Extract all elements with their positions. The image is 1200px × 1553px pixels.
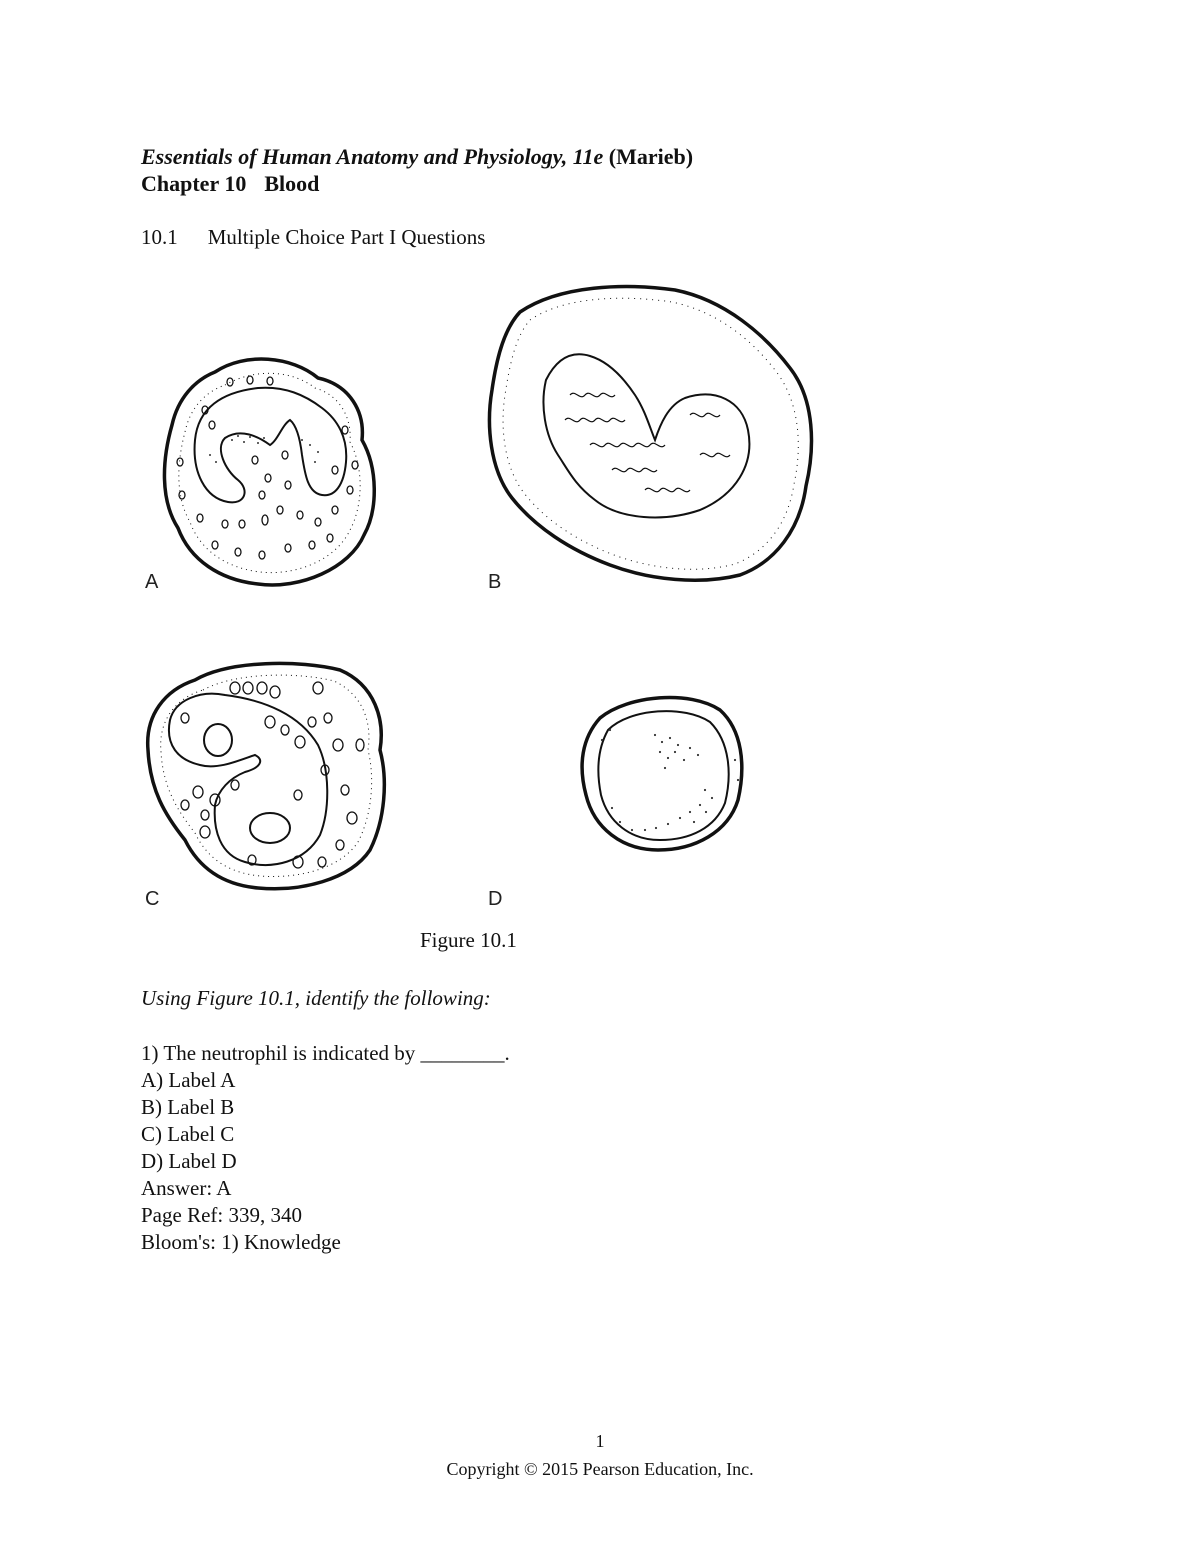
cell-d-lymphocyte — [582, 698, 742, 850]
option-d: D) Label D — [141, 1149, 237, 1173]
figure-label-b: B — [488, 571, 502, 593]
chapter-number: Chapter 10 — [141, 171, 247, 196]
question-stem: 1) The neutrophil is indicated by ________. — [141, 1041, 510, 1065]
chapter-title: Blood — [264, 171, 320, 196]
figure-label-c: C — [145, 888, 160, 910]
answer-line: Answer: A — [141, 1176, 232, 1200]
page-ref-line: Page Ref: 339, 340 — [141, 1203, 302, 1227]
figure-caption: Figure 10.1 — [420, 928, 517, 952]
section-title: Multiple Choice Part I Questions — [207, 225, 486, 249]
book-author: (Marieb) — [608, 144, 694, 169]
figure-label-a: A — [145, 571, 159, 593]
figure-label-d: D — [488, 888, 503, 910]
cell-a-neutrophil — [164, 359, 374, 585]
section-number: 10.1 — [141, 225, 178, 249]
blooms-line: Bloom's: 1) Knowledge — [141, 1230, 341, 1254]
cell-b-monocyte — [489, 287, 811, 581]
option-b: B) Label B — [141, 1095, 235, 1119]
question-prompt: Using Figure 10.1, identify the following: — [141, 986, 491, 1010]
cell-c-eosinophil — [148, 663, 385, 888]
book-title: Essentials of Human Anatomy and Physiology, 11e — [141, 144, 604, 169]
page-number: 1 — [595, 1431, 605, 1451]
copyright-notice: Copyright © 2015 Pearson Education, Inc. — [446, 1459, 754, 1479]
option-c: C) Label C — [141, 1122, 235, 1146]
option-a: A) Label A — [141, 1068, 236, 1092]
